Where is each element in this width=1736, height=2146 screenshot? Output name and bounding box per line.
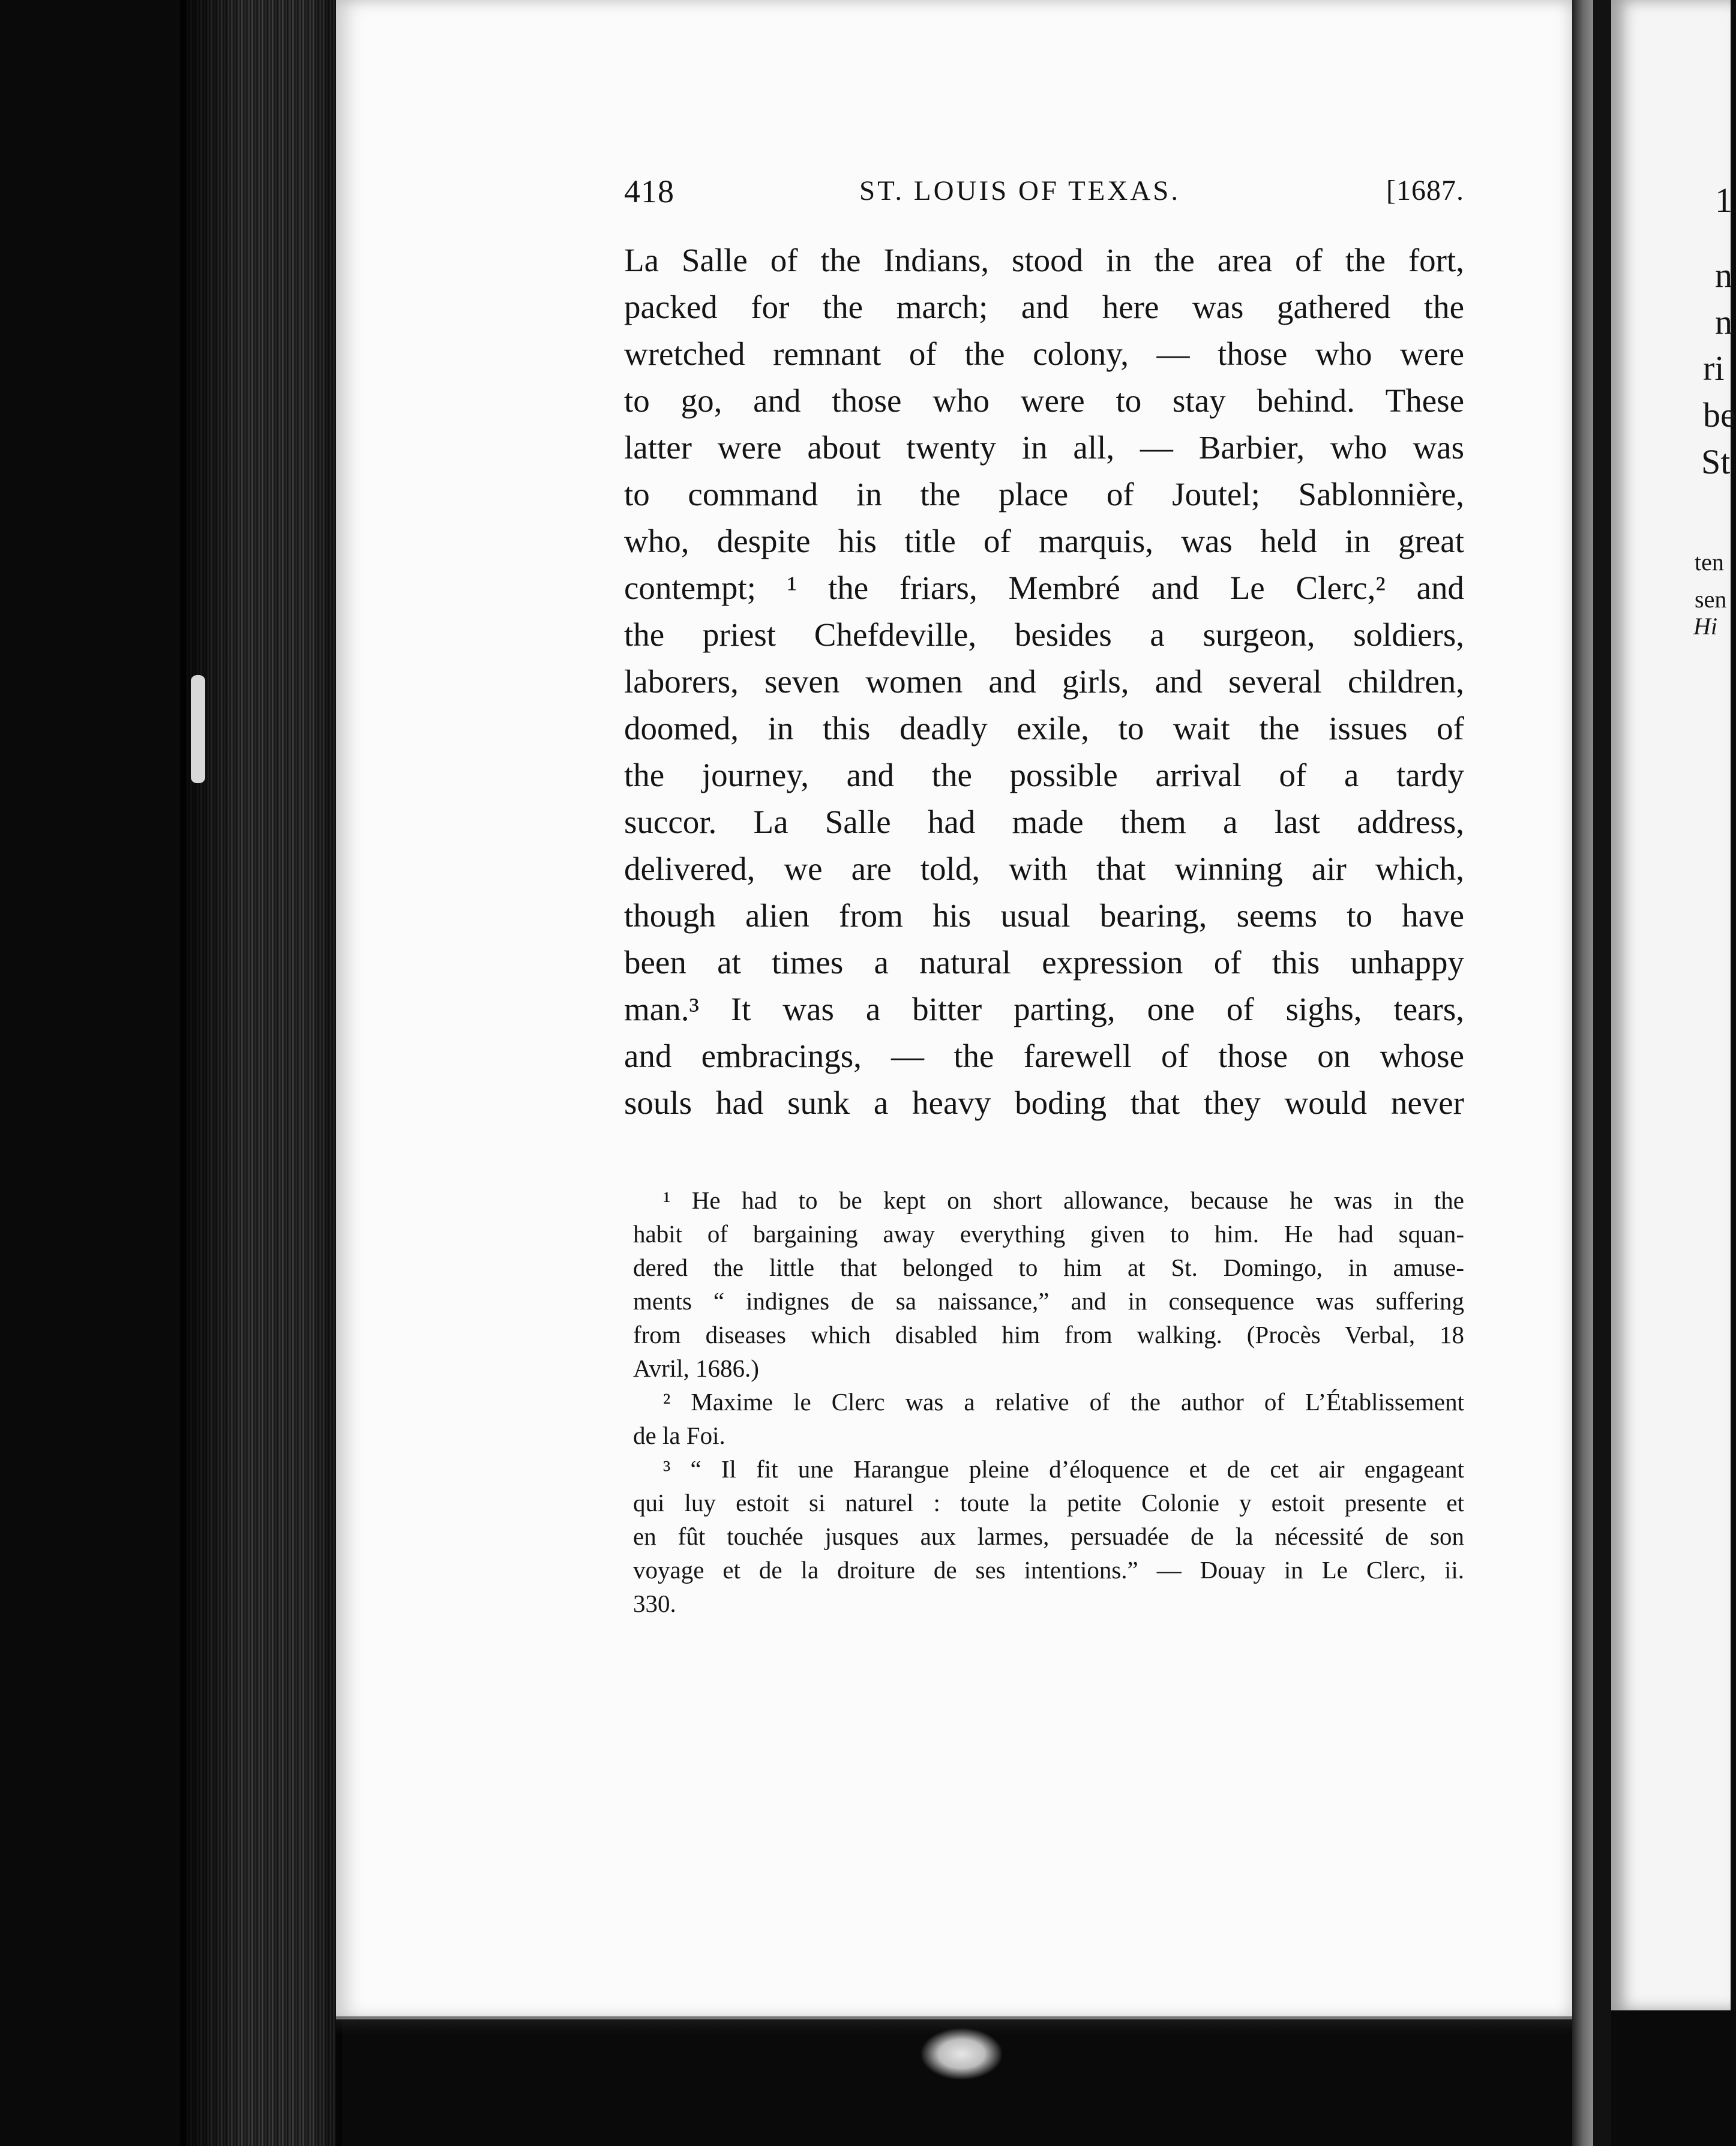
footnote-line: ² Maxime le Clerc was a relative of the author of L’Établissement bbox=[663, 1388, 1464, 1416]
footnote-line: voyage et de la droiture de ses intentions.” — Douay in Le Clerc, ii. bbox=[633, 1556, 1464, 1584]
footnote-3 bbox=[633, 1452, 1464, 1620]
footnote-2 bbox=[633, 1385, 1464, 1452]
facing-page-fragment: 1 bbox=[1715, 181, 1732, 220]
body-line: laborers, seven women and girls, and several children, bbox=[624, 663, 1464, 700]
footnote-line: ³ “ Il fit une Harangue pleine d’éloquence et de cet air engageant bbox=[663, 1455, 1464, 1483]
body-line: packed for the march; and here was gathered the bbox=[624, 289, 1464, 325]
footnote-1 bbox=[633, 1183, 1464, 1385]
body-line: wretched remnant of the colony, — those who were bbox=[624, 335, 1464, 372]
footnote-line: Avril, 1686.) bbox=[633, 1354, 759, 1382]
page-number: 418 bbox=[624, 173, 674, 209]
body-line: latter were about twenty in all, — Barbier, who was bbox=[624, 429, 1464, 466]
body-line: doomed, in this deadly exile, to wait the issues of bbox=[624, 710, 1464, 747]
facing-page-fragment: n bbox=[1715, 256, 1732, 295]
body-text bbox=[624, 237, 1464, 1126]
running-head bbox=[624, 173, 1464, 215]
footnote-line: 330. bbox=[633, 1590, 676, 1617]
body-line: souls had sunk a heavy boding that they would never bbox=[624, 1084, 1464, 1121]
running-year: [1687. bbox=[1386, 175, 1464, 206]
body-line: and embracings, — the farewell of those on whose bbox=[624, 1038, 1464, 1074]
body-line: been at times a natural expression of this unhappy bbox=[624, 944, 1464, 981]
footnotes bbox=[633, 1183, 1464, 1620]
body-line: though alien from his usual bearing, seems to have bbox=[624, 897, 1464, 934]
footnote-line: habit of bargaining away everything given to him. He had squan- bbox=[633, 1220, 1464, 1248]
running-title: ST. LOUIS OF TEXAS. bbox=[859, 175, 1181, 206]
body-line: man.³ It was a bitter parting, one of sighs, tears, bbox=[624, 991, 1464, 1027]
scan-artifact bbox=[921, 2028, 1002, 2079]
body-line: to go, and those who were to stay behind. These bbox=[624, 382, 1464, 419]
facing-page-fragment: St bbox=[1701, 442, 1731, 481]
footnote-line: from diseases which disabled him from walking. (Procès Verbal, 18 bbox=[633, 1321, 1464, 1348]
footnote-line: de la Foi. bbox=[633, 1422, 725, 1449]
facing-page-fragment: ten bbox=[1695, 549, 1724, 576]
body-line: the priest Chefdeville, besides a surgeon, soldiers, bbox=[624, 616, 1464, 653]
footnote-line: qui luy estoit si naturel : toute la petite Colonie y estoit presente et bbox=[633, 1489, 1464, 1516]
body-line: contempt; ¹ the friars, Membré and Le Clerc,² and bbox=[624, 570, 1464, 606]
facing-page bbox=[1611, 0, 1731, 2010]
footnote-line: ¹ He had to be kept on short allowance, because he was in the bbox=[663, 1186, 1464, 1214]
footnote-line: dered the little that belonged to him at St. Domingo, in amuse- bbox=[633, 1254, 1464, 1281]
gutter-shadow bbox=[1593, 0, 1611, 2146]
facing-page-fragment: ri bbox=[1703, 349, 1725, 388]
body-line: delivered, we are told, with that winning air which, bbox=[624, 850, 1464, 887]
footnote-line: en fût touchée jusques aux larmes, persuadée de la nécessité de son bbox=[633, 1522, 1464, 1550]
page-tab-mark bbox=[191, 675, 205, 783]
facing-page-fragment: Hi bbox=[1693, 613, 1717, 640]
body-line: who, despite his title of marquis, was held in great bbox=[624, 523, 1464, 559]
footnote-line: ments “ indignes de sa naissance,” and in consequence was suffering bbox=[633, 1287, 1464, 1315]
body-line: succor. La Salle had made them a last address, bbox=[624, 804, 1464, 840]
body-line: La Salle of the Indians, stood in the area of the fort, bbox=[624, 242, 1464, 278]
body-line: to command in the place of Joutel; Sablonnière, bbox=[624, 476, 1464, 512]
facing-page-fragment: sen bbox=[1695, 586, 1727, 613]
body-line: the journey, and the possible arrival of a tardy bbox=[624, 757, 1464, 793]
facing-page-fragment: n bbox=[1715, 302, 1732, 341]
fore-edge-shadow bbox=[180, 0, 342, 2146]
facing-page-fragment: be bbox=[1703, 395, 1736, 434]
